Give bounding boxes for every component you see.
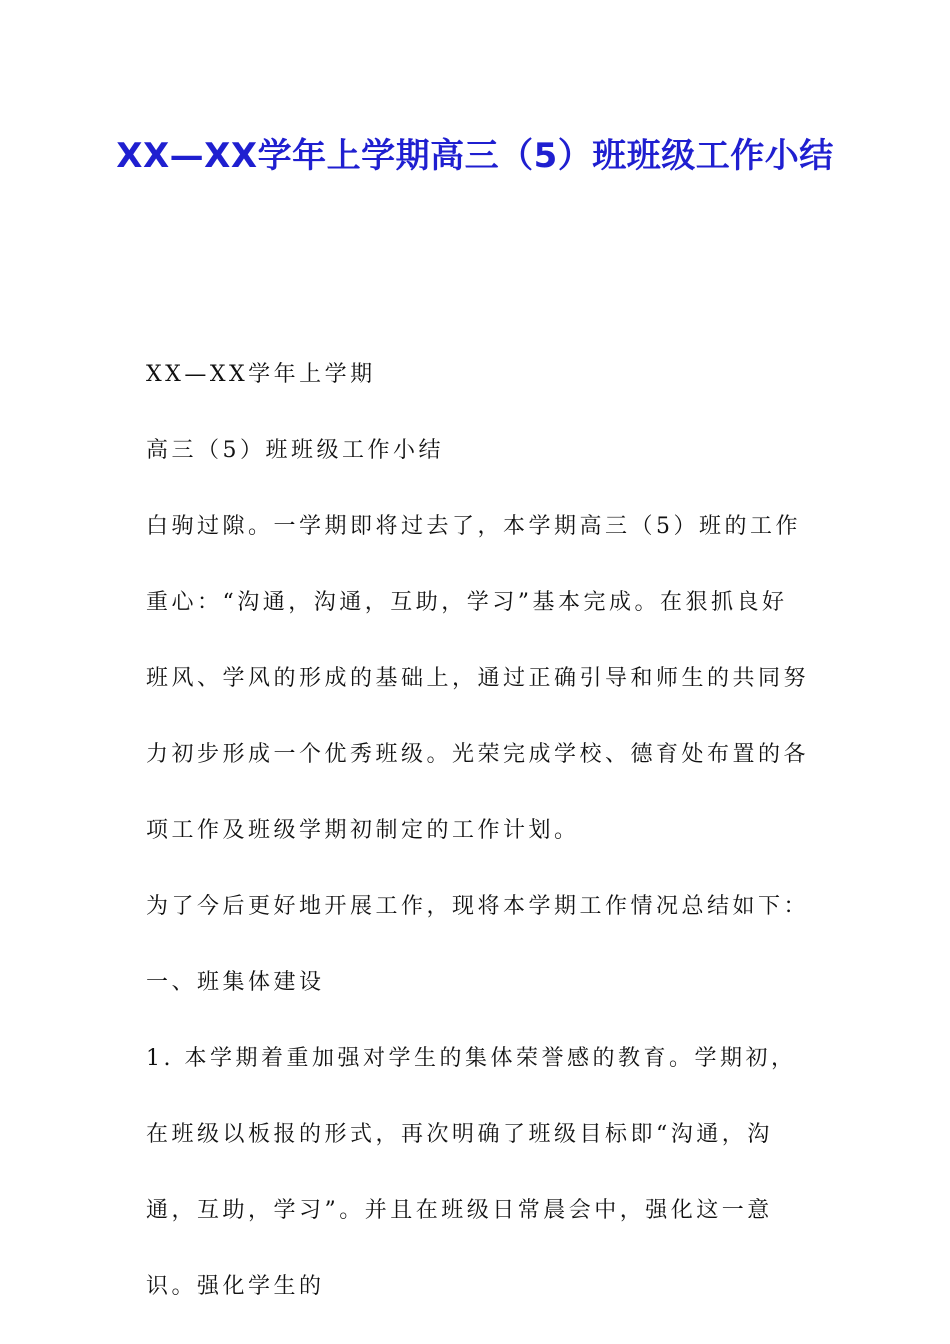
paragraph-school-year: XX—XX学年上学期 xyxy=(146,362,376,387)
paragraph-subtitle: 高三（5）班班级工作小结 xyxy=(146,438,444,463)
document-body xyxy=(146,337,811,1325)
paragraph-summary-lead: 为了今后更好地开展工作，现将本学期工作情况总结如下： xyxy=(146,894,810,919)
document-title: XX—XX学年上学期高三（5）班班级工作小结 xyxy=(116,136,834,176)
section-heading-class-building: 一、班集体建设 xyxy=(146,970,325,995)
paragraph-intro: 白驹过隙。一学期即将过去了，本学期高三（5）班的工作重心：“沟通，沟通，互助，学习”基本完成。在狠抓良好班风、学风的形成的基础上，通过正确引导和师生的共同努力初步形成一个优秀班级。光荣完成学校、德育处布置的各项工作及班级学期初制定的工作计划。 xyxy=(146,514,810,843)
paragraph-item-1: 1. 本学期着重加强对学生的集体荣誉感的教育。学期初，在班级以板报的形式，再次明确了班级目标即“沟通，沟通，互助，学习”。并且在班级日常晨会中，强化这一意识。强化学生的 xyxy=(146,1046,797,1299)
